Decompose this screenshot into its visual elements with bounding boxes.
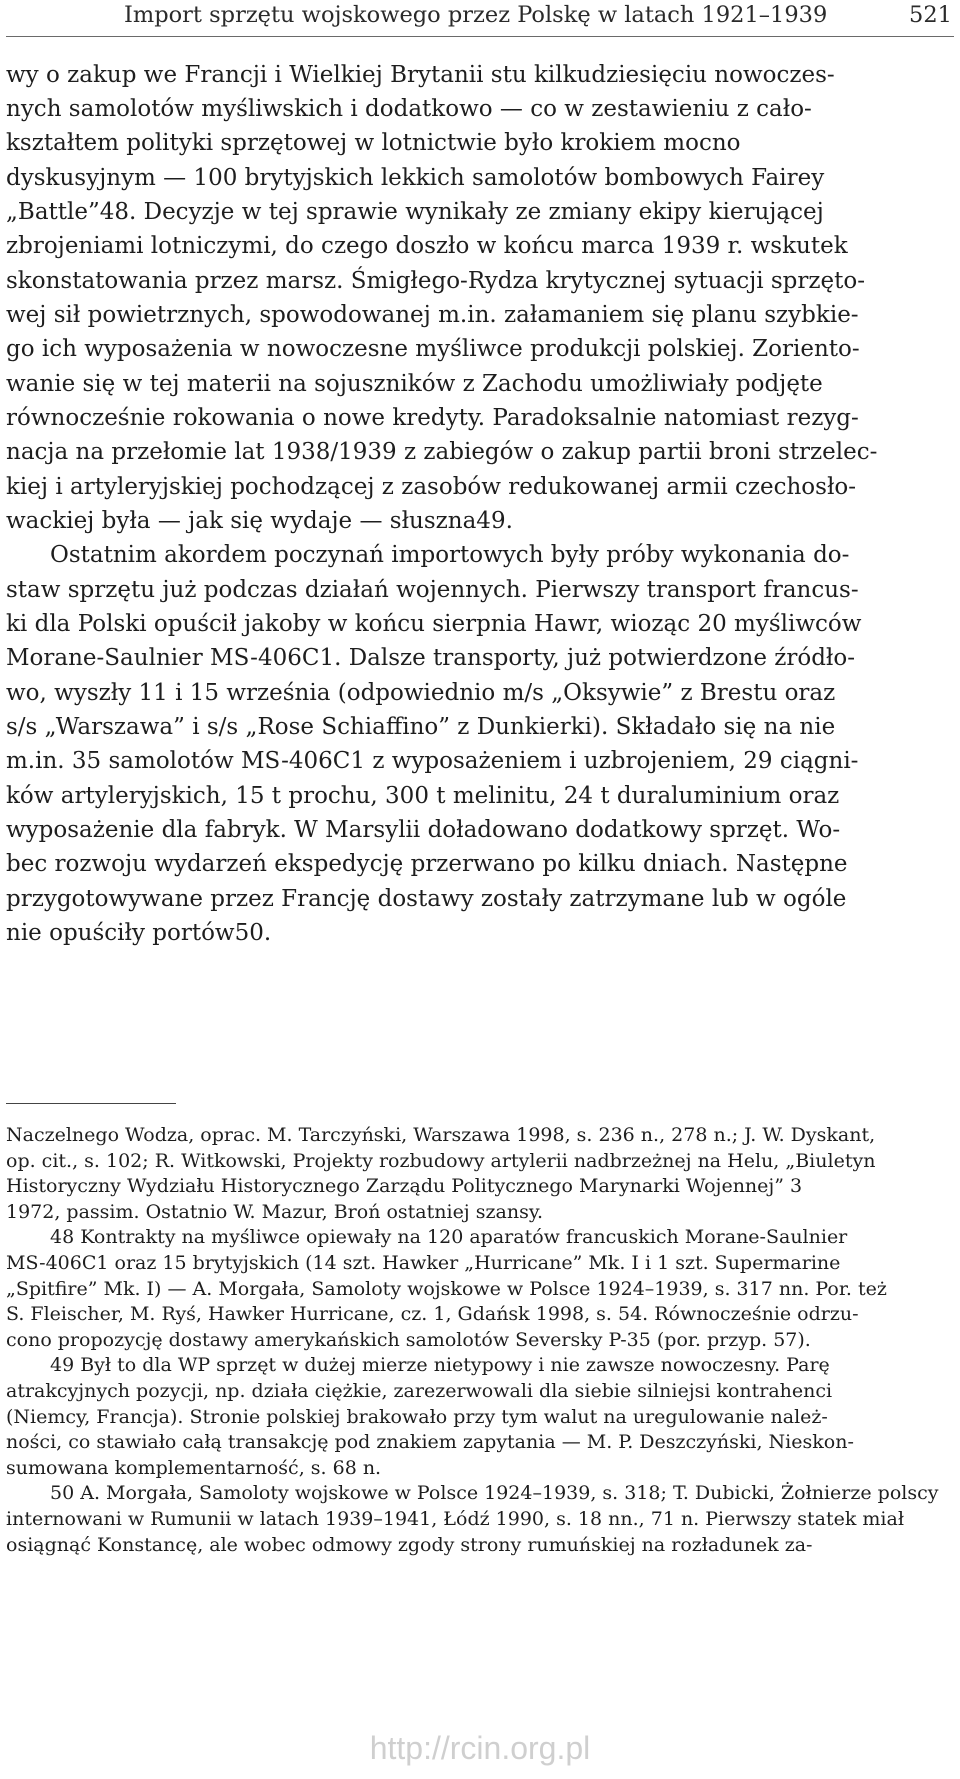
body-line: nie opuściły portów50. <box>6 920 272 946</box>
footnote-line: internowani w Rumunii w latach 1939–1941, Łódź 1990, s. 18 nn., 71 n. Pierwszy statek miał <box>6 1508 904 1530</box>
footnote-line: „Spitfire” Mk. I) — A. Morgała, Samoloty wojskowe w Polsce 1924–1939, s. 317 nn. Por. też <box>6 1278 887 1300</box>
body-line: wanie się w tej materii na sojuszników z Zachodu umożliwiały podjęte <box>6 371 823 397</box>
body-line: skonstatowania przez marsz. Śmigłego-Rydza krytycznej sytuacji sprzęto- <box>6 268 865 294</box>
footnote-line: 48 Kontrakty na myśliwce opiewały na 120 aparatów francuskich Morane-Saulnier <box>50 1226 848 1248</box>
body-line: wo, wyszły 11 i 15 września (odpowiednio m/s „Oksywie” z Brestu oraz <box>6 680 836 706</box>
body-line: nacja na przełomie lat 1938/1939 z zabiegów o zakup partii broni strzelec- <box>6 439 878 465</box>
running-title: Import sprzętu wojskowego przez Polskę w latach 1921–1939 <box>124 2 828 28</box>
body-line: zbrojeniami lotniczymi, do czego doszło w końcu marca 1939 r. wskutek <box>6 233 848 259</box>
body-line: s/s „Warszawa” i s/s „Rose Schiaffino” z Dunkierki). Składało się na nie <box>6 714 836 740</box>
watermark-url: http://rcin.org.pl <box>369 1730 591 1766</box>
body-line: wy o zakup we Francji i Wielkiej Brytanii stu kilkudziesięciu nowoczes- <box>6 62 835 88</box>
footnote-line: S. Fleischer, M. Ryś, Hawker Hurricane, cz. 1, Gdańsk 1998, s. 54. Równocześnie odrzu- <box>6 1303 859 1325</box>
header-rule <box>6 36 954 37</box>
footnote-line: Naczelnego Wodza, oprac. M. Tarczyński, Warszawa 1998, s. 236 n., 278 n.; J. W. Dyskant, <box>6 1124 876 1146</box>
body-line: „Battle”48. Decyzje w tej sprawie wynikały ze zmiany ekipy kierującej <box>6 199 824 225</box>
footnote-line: cono propozycję dostawy amerykańskich samolotów Seversky P-35 (por. przyp. 57). <box>6 1329 811 1351</box>
body-line: dyskusyjnym — 100 brytyjskich lekkich samolotów bombowych Fairey <box>6 165 825 191</box>
body-line: kiej i artyleryjskiej pochodzącej z zasobów redukowanej armii czechosło- <box>6 474 857 500</box>
footnote-line: sumowana komplementarność, s. 68 n. <box>6 1457 382 1479</box>
body-line: Morane-Saulnier MS-406C1. Dalsze transporty, już potwierdzone źródło- <box>6 645 856 671</box>
body-line: równocześnie rokowania o nowe kredyty. Paradoksalnie natomiast rezyg- <box>6 405 859 431</box>
body-line: wyposażenie dla fabryk. W Marsylii doładowano dodatkowy sprzęt. Wo- <box>6 817 841 843</box>
footnote-line: 49 Był to dla WP sprzęt w dużej mierze nietypowy i nie zawsze nowoczesny. Parę <box>50 1354 830 1376</box>
footnote-line: 1972, passim. Ostatnio W. Mazur, Broń ostatniej szansy. <box>6 1201 544 1223</box>
body-line: go ich wyposażenia w nowoczesne myśliwce produkcji polskiej. Zoriento- <box>6 336 860 362</box>
footnote-line: Historyczny Wydziału Historycznego Zarządu Politycznego Marynarki Wojennej” 3 <box>6 1175 803 1197</box>
footnote-line: MS-406C1 oraz 15 brytyjskich (14 szt. Hawker „Hurricane” Mk. I i 1 szt. Supermarine <box>6 1252 841 1274</box>
footnote-line: ności, co stawiało całą transakcję pod znakiem zapytania — M. P. Deszczyński, Nieskon- <box>6 1431 854 1453</box>
body-line: bec rozwoju wydarzeń ekspedycję przerwano po kilku dniach. Następne <box>6 851 848 877</box>
body-line: m.in. 35 samolotów MS-406C1 z wyposażeniem i uzbrojeniem, 29 ciągni- <box>6 748 859 774</box>
body-line: ków artyleryjskich, 15 t prochu, 300 t melinitu, 24 t duraluminium oraz <box>6 783 840 809</box>
footnote-line: osiągnąć Konstancę, ale wobec odmowy zgody strony rumuńskiej na rozładunek za- <box>6 1534 813 1556</box>
page-number: 521 <box>909 2 952 28</box>
footnote-line: atrakcyjnych pozycji, np. działa ciężkie, zarezerwowali dla siebie silniejsi kontrahenci <box>6 1380 833 1402</box>
body-line: kształtem polityki sprzętowej w lotnictwie było krokiem mocno <box>6 130 741 156</box>
body-line: ki dla Polski opuścił jakoby w końcu sierpnia Hawr, wioząc 20 myśliwców <box>6 611 862 637</box>
body-line: Ostatnim akordem poczynań importowych były próby wykonania do- <box>50 542 850 568</box>
body-line: staw sprzętu już podczas działań wojennych. Pierwszy transport francus- <box>6 577 859 603</box>
body-line: wej sił powietrznych, spowodowanej m.in. załamaniem się planu szybkie- <box>6 302 859 328</box>
body-line: nych samolotów myśliwskich i dodatkowo — co w zestawieniu z cało- <box>6 96 812 122</box>
body-line: przygotowywane przez Francję dostawy zostały zatrzymane lub w ogóle <box>6 886 847 912</box>
body-line: wackiej była — jak się wydaje — słuszna49. <box>6 508 513 534</box>
page-header <box>0 0 960 40</box>
footnote-line: op. cit., s. 102; R. Witkowski, Projekty rozbudowy artylerii nadbrzeżnej na Helu, „Biuletyn <box>6 1150 876 1172</box>
footnote-line: 50 A. Morgała, Samoloty wojskowe w Polsce 1924–1939, s. 318; T. Dubicki, Żołnierze polscy <box>50 1482 939 1504</box>
footnote-separator <box>6 1103 176 1104</box>
footnote-line: (Niemcy, Francja). Stronie polskiej brakowało przy tym walut na uregulowanie należ- <box>6 1406 828 1428</box>
